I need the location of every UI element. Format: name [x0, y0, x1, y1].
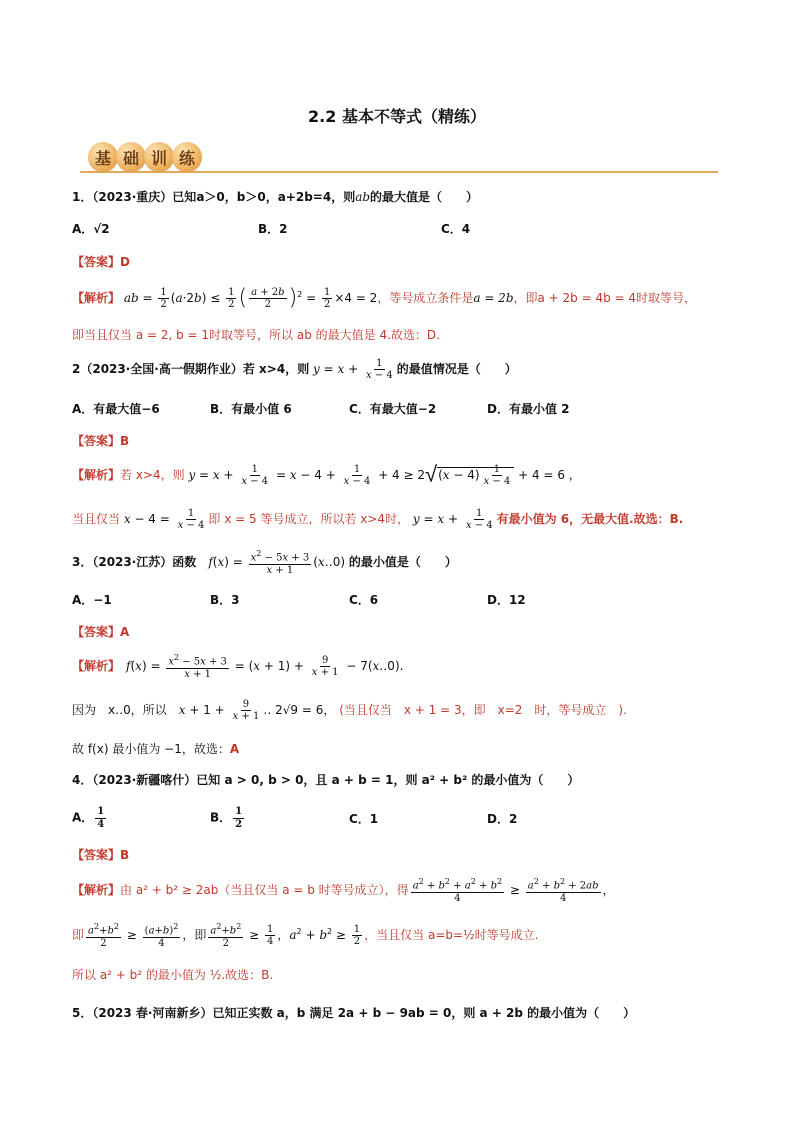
option-c: C．1: [349, 812, 379, 826]
option-c: C．4: [441, 222, 471, 236]
analysis-line: 因为 x‥0，所以 x + 1 + $\frac{9}{x + 1}$ ‥ 2√9 = 6， (当且仅当 x + 1 = 3，即 x=2 时，等号成立 ).: [72, 698, 627, 722]
question-3-stem: 3．（2023·江苏）函数 f(x) = $\frac{x^2 - 5x + 3}{x + 1}$ (x‥0) 的最小值是（ ）: [72, 549, 457, 576]
analysis-line: 所以 a² + b² 的最小值为 ½.故选：B.: [72, 968, 274, 982]
option-a: A．有最大值−6: [72, 402, 160, 416]
option-b: B．有最小值 6: [210, 402, 292, 416]
analysis-line: 即当且仅当 a = 2, b = 1时取等号，所以 ab 的最大值是 4.故选：D.: [72, 328, 440, 342]
analysis-line: 【解析】 f(x) = $\frac{x^2 - 5x + 3}{x + 1}$ = (x + 1) + $\frac{9}{x + 1}$ − 7(x‥0).: [72, 652, 404, 680]
section-banner: [88, 142, 200, 172]
answer-line: 【答案】A: [72, 625, 130, 639]
option-b: B． $\frac{1}{2}$: [210, 806, 243, 830]
analysis-line: 当且仅当 x − 4 = $\frac{1}{x - 4}$ 即 x = 5 等号成立，所以若 x>4时， y = x + $\frac{1}{x - 4}$ 有最小值为 6，无最大值.故选：B.: [72, 507, 684, 531]
banner-char: 基: [88, 142, 118, 172]
page-title: 2.2 基本不等式（精练）: [308, 107, 486, 126]
question-1-stem: 1．（2023·重庆）已知a＞0，b＞0，a+2b=4，则ab的最大值是（ ）: [72, 190, 479, 204]
answer-line: 【答案】B: [72, 434, 130, 448]
analysis-line: 【解析】 ab = $\frac{1}{2}$ (a·2b) ≤ $\frac{1}{2}$ ( $\frac{a + 2b}{2}$ )$^2$ = $\frac{1}{2}$ ×4 = 2，等号成立条件是a = 2b，即a + 2b = 4b = 4时取等号，: [72, 285, 697, 311]
option-d: D．12: [487, 593, 526, 607]
option-d: D．有最小值 2: [487, 402, 570, 416]
analysis-line: 【解析】若 x>4，则 y = x + $\frac{1}{x - 4}$ = x − 4 + $\frac{1}{x - 4}$ + 4 ≥ 2√(x − 4) $\frac{1}{x - 4}$ + 4 = 6 ，: [72, 462, 581, 488]
question-4-stem: 4．（2023·新疆喀什）已知 a > 0, b > 0，且 a + b = 1，则 a² + b² 的最小值为（ ）: [72, 773, 580, 787]
question-5-stem: 5．（2023 春·河南新乡）已知正实数 a，b 满足 2a + b − 9ab = 0，则 a + 2b 的最小值为（ ）: [72, 1006, 636, 1020]
question-2-stem: 2（2023·全国·高一假期作业）若 x>4，则 y = x + $\frac{1}{x - 4}$ 的最值情况是（ ）: [72, 357, 517, 381]
option-c: C．有最大值−2: [349, 402, 437, 416]
option-a: A．−1: [72, 593, 112, 607]
banner-char: 训: [144, 142, 174, 172]
option-d: D．2: [487, 812, 518, 826]
option-a: A． $\frac{1}{4}$: [72, 806, 105, 830]
analysis-line: 即 $\frac{a^2+b^2}{2}$ ≥ $\frac{(a+b)^2}{4}$ ，即 $\frac{a^2+b^2}{2}$ ≥ $\frac{1}{4}$ ，$a^2 + b^2$ ≥ $\frac{1}{2}$ ，当且仅当 a=b=½时等号成立.: [72, 921, 539, 949]
banner-char: 础: [116, 142, 146, 172]
option-a: A．√2: [72, 222, 110, 236]
section-divider: [80, 171, 718, 173]
option-b: B．2: [258, 222, 288, 236]
answer-line: 【答案】D: [72, 255, 130, 269]
analysis-line: 【解析】由 a² + b² ≥ 2ab（当且仅当 a = b 时等号成立），得 $\frac{a^2 + b^2 + a^2 + b^2}{4}$ ≥ $\frac{a^2 + b^2 + 2ab}{4}$ ，: [72, 876, 615, 904]
answer-line: 【答案】B: [72, 848, 130, 862]
option-c: C．6: [349, 593, 379, 607]
banner-char: 练: [172, 142, 202, 172]
option-b: B．3: [210, 593, 240, 607]
analysis-line: 故 f(x) 最小值为 −1，故选：A: [72, 742, 240, 756]
